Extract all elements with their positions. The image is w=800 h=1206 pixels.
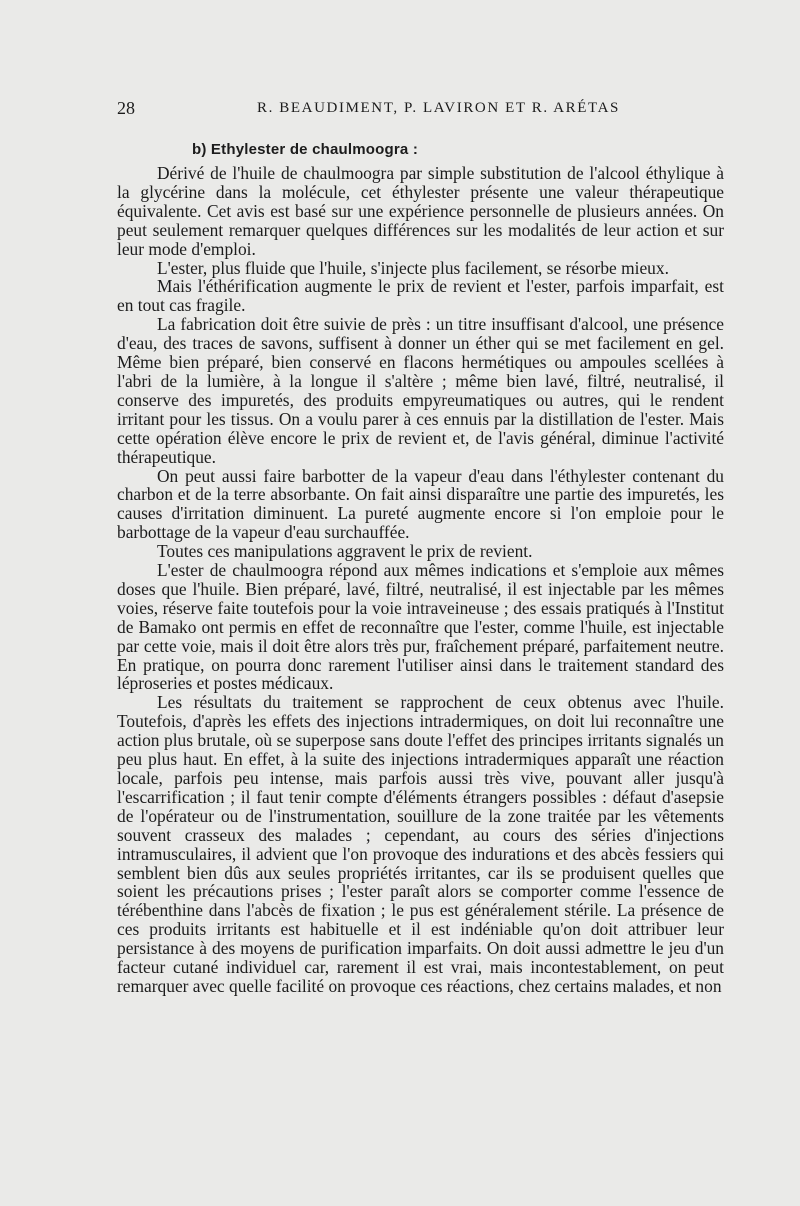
paragraph: Dérivé de l'huile de chaulmoogra par simple substitution de l'alcool éthylique à la glycérine dans la molécule, cet éthylester présente une valeur thérapeutique équivalente. Cet avis est basé sur une expérience personnelle de plusieurs années. On peut seulement remarquer quelques différences sur les modalités de leur action et sur leur mode d'emploi. [117, 163, 724, 259]
paragraph: La fabrication doit être suivie de près : un titre insuffisant d'alcool, une présence d'eau, des traces de savons, suffisent à donner un éther qui se met facilement en gel. Même bien préparé, bien conservé en flacons hermétiques ou ampoules scellées à l'abri de la lumière, à la longue il s'altère ; même bien lavé, filtré, neutralisé, il conserve des impuretés, des produits empyreumatiques ou autres, qui le rendent irritant pour les tissus. On a voulu parer à ces ennuis par la distillation de l'ester. Mais cette opération élève encore le prix de revient et, de l'avis général, diminue l'activité thérapeutique. [117, 314, 724, 467]
page-header [117, 98, 737, 122]
paragraph: L'ester, plus fluide que l'huile, s'injecte plus facilement, se résorbe mieux. [157, 257, 669, 278]
body-text [117, 164, 724, 996]
paragraph: Mais l'éthérification augmente le prix de revient et l'ester, parfois imparfait, est en tout cas fragile. [117, 276, 724, 316]
paragraph: Toutes ces manipulations aggravent le prix de revient. [157, 541, 533, 562]
page-number: 28 [117, 98, 135, 118]
paragraph: On peut aussi faire barbotter de la vapeur d'eau dans l'éthylester contenant du charbon et de la terre absorbante. On fait ainsi disparaître une partie des impuretés, les causes d'irritation diminuent. La pureté augmente encore si l'on emploie pour le barbottage de la vapeur d'eau surchauffée. [117, 465, 724, 543]
section-heading: b) Ethylester de chaulmoogra : [192, 141, 419, 158]
paragraph: L'ester de chaulmoogra répond aux mêmes indications et s'emploie aux mêmes doses que l'huile. Bien préparé, lavé, filtré, neutralisé, il est injectable par les mêmes voies, réserve faite toutefois pour la voie intraveineuse ; des essais pratiqués à l'Institut de Bamako ont permis en effet de reconnaître que l'ester, comme l'huile, est injectable par cette voie, mais il doit être alors très pur, fraîchement préparé, parfaitement neutre. En pratique, on pourra donc rarement l'utiliser ainsi dans le traitement standard des léproseries et postes médicaux. [117, 560, 724, 694]
running-head: R. BEAUDIMENT, P. LAVIRON ET R. ARÉTAS [257, 100, 620, 116]
paragraph: Les résultats du traitement se rapprochent de ceux obtenus avec l'huile. Toutefois, d'après les effets des injections intradermiques, on doit lui reconnaître une action plus brutale, où se superpose sans doute l'effet des principes irritants signalés un peu plus haut. En effet, à la suite des injections intradermiques apparaît une réaction locale, parfois peu intense, mais parfois aussi très vive, pouvant aller jusqu'à l'escarrification ; il faut tenir compte d'éléments étrangers possibles : défaut d'asepsie de l'opérateur ou de l'instrumentation, souillure de la zone traitée par les vêtements souvent crasseux des malades ; cependant, au cours des séries d'injections intramusculaires, il advient que l'on provoque des indurations et des abcès fessiers qui semblent bien dûs aux seules propriétés irritantes, car ils se produisent quelles que soient les précautions prises ; l'ester paraît alors se comporter comme l'essence de térébenthine dans l'abcès de fixation ; le pus est généralement stérile. La présence de ces produits irritants est habituelle et il est indéniable qu'on doit attribuer leur persistance à des moyens de purification imparfaits. On doit aussi admettre le jeu d'un facteur cutané individuel car, rarement il est vrai, mais incontestablement, on peut remarquer avec quelle facilité on provoque ces réactions, chez certains malades, et non [117, 692, 724, 996]
